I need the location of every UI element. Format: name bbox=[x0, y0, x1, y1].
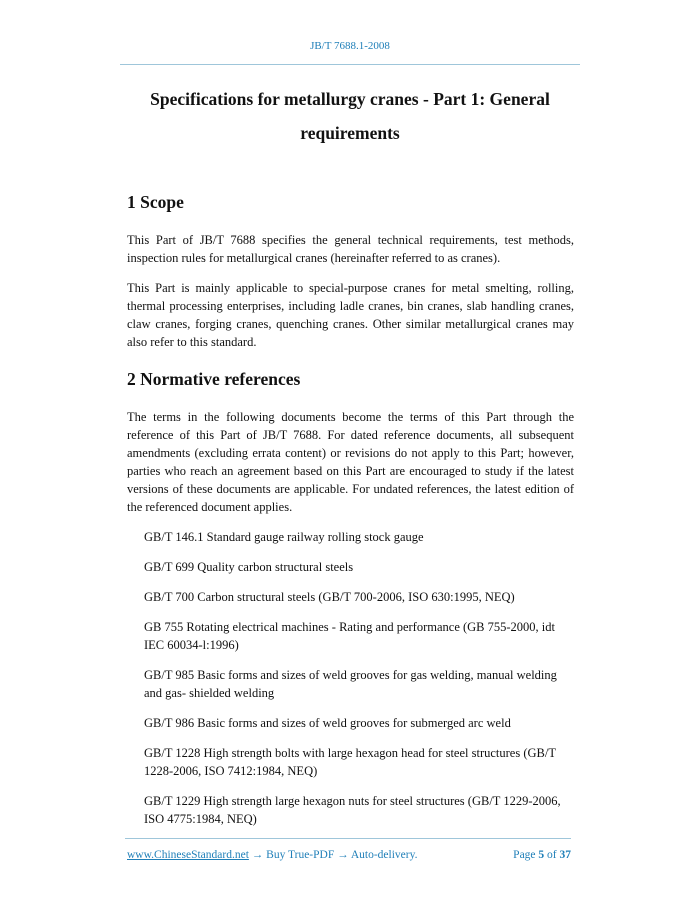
footer-promo bbox=[127, 849, 417, 861]
title-line-1: Specifications for metallurgy cranes - Part 1: General bbox=[150, 89, 550, 109]
reference-item: GB/T 1228 High strength bolts with large hexagon head for steel structures (GB/T 1228-2006, ISO 7412:1984, NEQ) bbox=[144, 746, 556, 778]
footer-divider bbox=[125, 838, 571, 839]
site-link[interactable]: www.ChineseStandard.net bbox=[127, 849, 249, 861]
page-current: 5 bbox=[538, 849, 545, 861]
scope-paragraph-2: This Part is mainly applicable to special-purpose cranes for metal smelting, rolling, thermal processing enterprises, including ladle cranes, bin cranes, slab handling cranes, claw cranes, forging cranes, quenching cranes. Other similar metallurgical cranes may also refer to this standard. bbox=[127, 281, 574, 349]
reference-item: GB/T 146.1 Standard gauge railway rolling stock gauge bbox=[144, 530, 424, 544]
page-indicator bbox=[513, 849, 571, 861]
document-title bbox=[110, 82, 590, 150]
scope-paragraph-1: This Part of JB/T 7688 specifies the general technical requirements, test methods, inspection rules for metallurgical cranes (hereinafter referred to as cranes). bbox=[127, 233, 574, 265]
reference-item: GB/T 1229 High strength large hexagon nuts for steel structures (GB/T 1229-2006, ISO 4775:1984, NEQ) bbox=[144, 794, 561, 826]
reference-list bbox=[127, 528, 574, 828]
page-label: Page bbox=[513, 849, 536, 861]
footer-tagline: → Buy True-PDF → Auto-delivery. bbox=[248, 849, 418, 861]
reference-item: GB/T 986 Basic forms and sizes of weld grooves for submerged arc weld bbox=[144, 716, 511, 730]
reference-item: GB/T 985 Basic forms and sizes of weld grooves for gas welding, manual welding and gas- shielded welding bbox=[144, 668, 557, 700]
reference-item: GB 755 Rotating electrical machines - Rating and performance (GB 755-2000, idt IEC 60034-l:1996) bbox=[144, 620, 555, 652]
reference-item: GB/T 700 Carbon structural steels (GB/T 700-2006, ISO 630:1995, NEQ) bbox=[144, 590, 515, 604]
page-of: of bbox=[547, 849, 557, 861]
document-id-header: JB/T 7688.1-2008 bbox=[310, 40, 390, 52]
header-divider bbox=[120, 64, 580, 65]
document-body bbox=[127, 192, 574, 840]
section-heading-scope: 1 Scope bbox=[127, 192, 184, 212]
title-line-2: requirements bbox=[300, 123, 400, 143]
page-total: 37 bbox=[559, 849, 571, 861]
reference-item: GB/T 699 Quality carbon structural steels bbox=[144, 560, 354, 574]
section-heading-normative-references: 2 Normative references bbox=[127, 369, 301, 389]
normative-intro-paragraph: The terms in the following documents become the terms of this Part through the reference of this Part of JB/T 7688. For dated reference documents, all subsequent amendments (excluding errata content) or revisions do not apply to this Part; however, parties who reach an agreement based on this Part are encouraged to study if the latest versions of these documents are applicable. For undated references, the latest edition of the referenced document applies. bbox=[127, 410, 574, 514]
